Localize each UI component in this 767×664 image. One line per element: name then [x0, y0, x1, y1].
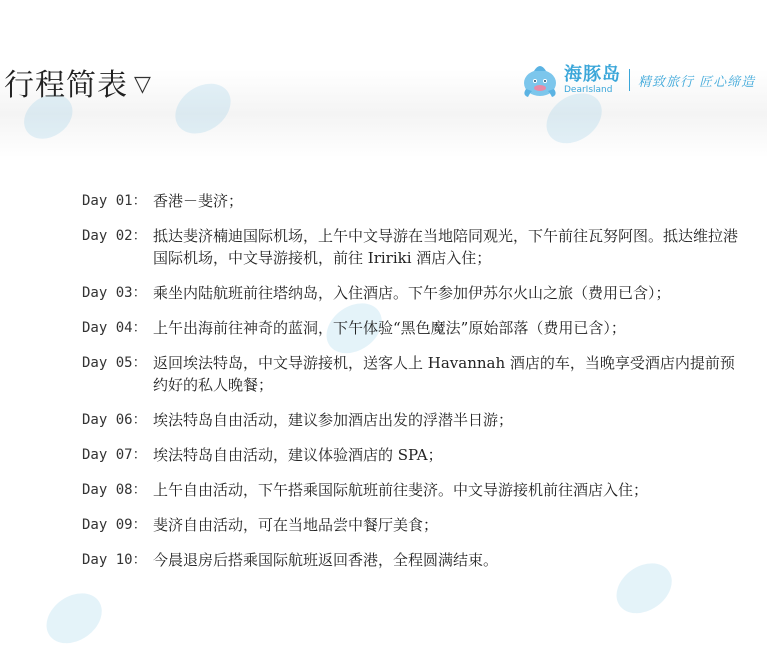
watermark-logo [29, 575, 120, 663]
day-label: Day 01： [82, 193, 147, 209]
page-title [4, 60, 152, 104]
day-description: 抵达斐济楠迪国际机场，上午中文导游在当地陪同观光，下午前往瓦努阿图。抵达维拉港国际机场，中文导游接机，前往 Iririki 酒店入住； [153, 227, 739, 267]
itinerary-row-05 [82, 352, 762, 396]
day-description: 斐济自由活动，可在当地品尝中餐厅美食； [153, 516, 439, 534]
triangle-down-icon: ▽ [134, 71, 152, 97]
day-description: 今晨退房后搭乘国际航班返回香港，全程圆满结束。 [153, 551, 499, 569]
day-description: 上午自由活动，下午搭乘国际航班前往斐济。中文导游接机前往酒店入住； [153, 481, 649, 499]
day-label: Day 03： [82, 285, 147, 301]
itinerary-row-08 [82, 479, 762, 501]
itinerary-row-10 [82, 549, 762, 571]
day-description: 上午出海前往神奇的蓝洞，下午体验“黑色魔法”原始部落（费用已含）； [153, 319, 626, 337]
itinerary-row-01 [82, 190, 762, 212]
day-label: Day 06： [82, 412, 147, 428]
day-label: Day 10： [82, 552, 147, 568]
itinerary-list [82, 190, 762, 571]
day-label: Day 07： [82, 447, 147, 463]
itinerary-row-03 [82, 282, 762, 304]
brand-wordmark [564, 63, 621, 95]
day-label: Day 02： [82, 228, 147, 244]
brand-name: 海豚岛 [564, 63, 621, 85]
itinerary-row-07 [82, 444, 762, 466]
itinerary-row-06 [82, 409, 762, 431]
brand-divider [629, 69, 630, 91]
itinerary-row-04 [82, 317, 762, 339]
dolphin-icon [520, 61, 560, 99]
itinerary-row-02 [82, 225, 762, 269]
brand-block [520, 60, 760, 100]
day-label: Day 08： [82, 482, 147, 498]
day-description: 埃法特岛自由活动，建议参加酒店出发的浮潜半日游； [153, 411, 514, 429]
brand-slogan: 精致旅行 匠心缔造 [638, 74, 756, 90]
day-description: 埃法特岛自由活动，建议体验酒店的 SPA； [153, 446, 443, 464]
day-description: 香港－斐济； [153, 192, 244, 210]
brand-subtitle: DearIsland [564, 84, 613, 95]
page-title-text: 行程简表 [4, 68, 128, 103]
day-label: Day 05： [82, 355, 147, 371]
day-description: 乘坐内陆航班前往塔纳岛，入住酒店。下午参加伊苏尔火山之旅（费用已含）； [153, 284, 671, 302]
itinerary-row-09 [82, 514, 762, 536]
day-label: Day 09： [82, 517, 147, 533]
day-label: Day 04： [82, 320, 147, 336]
day-description: 返回埃法特岛，中文导游接机，送客人上 Havannah 酒店的车，当晚享受酒店内提前预约好的私人晚餐； [153, 354, 735, 394]
